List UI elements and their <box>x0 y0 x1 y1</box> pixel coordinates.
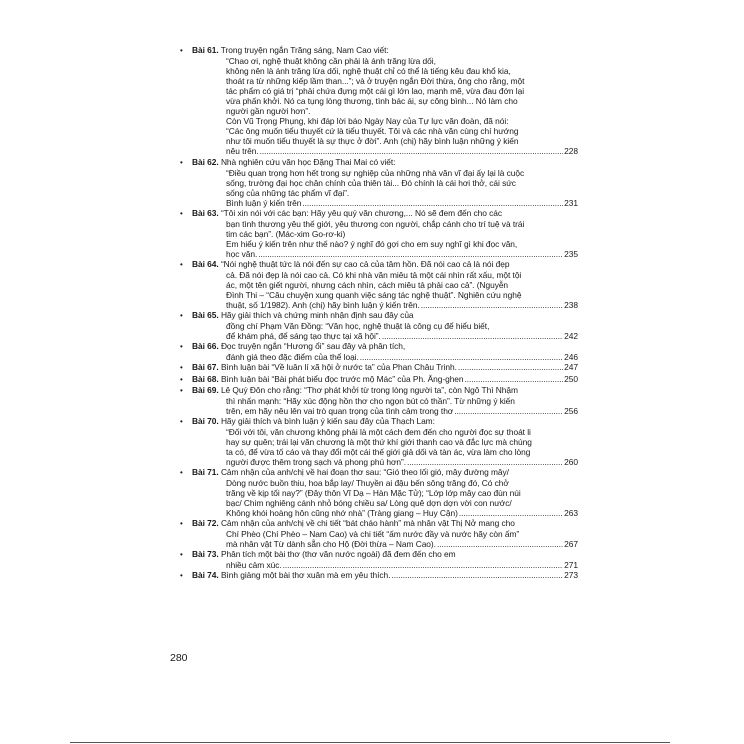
entry-text: Còn Vũ Trọng Phụng, khi đáp lời báo Ngày Nay của Tự lực văn đoàn, đã nói: <box>226 116 509 127</box>
leader-dots <box>391 570 563 580</box>
entry-heading <box>180 374 578 385</box>
entry-label: Bài 71. <box>192 466 219 477</box>
toc-entry <box>180 416 578 467</box>
leader-dots <box>437 539 563 549</box>
entry-text: trên, em hãy nêu lên vai trò quan trọng của tình cảm trong thơ <box>226 405 454 416</box>
entry-text: người gần người hơn”. <box>226 106 311 117</box>
entry-title: Phân tích một bài thơ (thơ văn nước ngoài) đã đem đến cho em <box>220 549 456 560</box>
toc-entry <box>180 362 578 373</box>
entry-text: ác, một tên giết người, nhưng cách nhìn, cách miêu tả phải cao cả”. (Nguyễn <box>226 280 509 291</box>
toc-entry <box>180 385 578 416</box>
entry-text: mà nhân vật Từ dành sẵn cho Hộ (Đời thừa – Nam Cao). <box>226 539 436 550</box>
entry-text: vừa phấn khởi. Nó ca tụng lòng thương, tình bác ái, sự công bình... Nó làm cho <box>226 96 518 107</box>
bullet-icon: • <box>180 311 183 321</box>
bullet-icon: • <box>180 46 183 55</box>
toc-entry <box>180 208 578 259</box>
toc-entry <box>180 157 578 208</box>
entry-label: Bài 69. <box>192 384 219 395</box>
leader-dots <box>458 362 563 372</box>
entry-text: học văn. <box>226 248 258 259</box>
entry-line <box>180 406 578 416</box>
entry-label: Bài 66. <box>192 341 219 352</box>
leader-dots <box>382 331 563 341</box>
leader-dots <box>454 406 563 416</box>
entry-text: đánh giá theo đặc điểm của thể loại. <box>226 352 359 363</box>
entry-line <box>180 146 578 156</box>
entry-heading <box>180 341 578 352</box>
entry-page-number: 250 <box>564 373 578 384</box>
entry-text: hay sự quên; trái lại văn chương là một thứ khí giới thanh cao và đắc lực mà chúng <box>226 436 532 447</box>
entry-heading <box>180 549 578 560</box>
entry-text: sống của những tác phẩm vĩ đại”. <box>226 187 350 198</box>
entry-page-number: 271 <box>564 560 578 571</box>
toc-entry <box>180 518 578 549</box>
leader-dots <box>283 560 564 570</box>
entry-line <box>180 331 578 341</box>
entry-text: tim các bạn”. (Mác-xim Go-rơ-ki) <box>226 228 346 239</box>
entry-text: ta có, để vừa tố cáo và thay đổi một cái thế giới giả dối và tàn ác, vừa làm cho lòng <box>226 446 531 457</box>
entry-title: “Nói nghệ thuật tức là nói đến sự cao cả của tâm hồn. Đã nói cao cả là nói đẹp <box>220 258 510 269</box>
table-of-contents <box>180 45 578 581</box>
bullet-icon: • <box>180 519 183 529</box>
entry-page-number: 246 <box>564 352 578 363</box>
leader-dots <box>421 300 563 310</box>
toc-entry <box>180 310 578 341</box>
entry-text: Chí Phèo (Chí Phèo – Nam Cao) và chi tiết “ấm nước đầy và nước hãy còn ấm” <box>226 529 520 540</box>
page-number: 280 <box>170 652 188 664</box>
entry-page-number: 247 <box>564 362 578 373</box>
entry-page-number: 238 <box>564 300 578 311</box>
entry-text: sống, trường đại học chân chính của thiên tài... Đó chính là cái hơi thở, cái sức <box>226 177 516 188</box>
entry-title: Cảm nhận của anh/chị về chi tiết “bát cháo hành” mà nhân vật Thị Nở mang cho <box>220 518 515 529</box>
leader-dots <box>302 198 563 208</box>
bullet-icon: • <box>180 550 183 560</box>
entry-page-number: 235 <box>564 248 578 259</box>
leader-dots <box>465 374 564 384</box>
entry-label: Bài 70. <box>192 415 219 426</box>
entry-page-number: 228 <box>564 146 578 157</box>
entry-text: bạn tình thương yêu thế giới, yêu thương con người, chắp cánh cho trí tuệ và trái <box>226 218 525 229</box>
toc-entry <box>180 259 578 310</box>
entry-heading <box>180 208 578 219</box>
entry-label: Bài 65. <box>192 310 219 321</box>
entry-title: Hãy giải thích và bình luận ý kiến sau đây của Thạch Lam: <box>220 415 435 426</box>
entry-text: bạc/ Chim nghiêng cánh nhỏ bóng chiều sa/ Lòng quê dợn dợn vời con nước/ <box>226 498 512 509</box>
entry-text: tác phẩm có giá trị “phải chứa đựng một cái gì lớn lao, mạnh mẽ, vừa đau đớn lại <box>226 86 525 97</box>
entry-text: Bình luận ý kiến trên <box>226 197 302 208</box>
entry-title: Lê Quý Đôn cho rằng: “Thơ phát khởi từ trong lòng người ta”, còn Ngô Thì Nhậm <box>220 384 518 395</box>
entry-line <box>180 508 578 518</box>
toc-entry <box>180 341 578 362</box>
entry-title: Trong truyện ngắn Trăng sáng, Nam Cao viết: <box>220 45 389 55</box>
entry-title: Đọc truyện ngắn “Hương ổi” sau đây và phân tích, <box>220 341 406 352</box>
entry-text: Dòng nước buồn thiu, hoa bắp lay/ Thuyền ai đậu bến sông trăng đó, Có chở <box>226 477 509 488</box>
entry-page-number: 260 <box>564 456 578 467</box>
entry-title: Bình luận bài “Bài phát biểu đọc trước mộ Mác” của Ph. Ăng-ghen <box>220 373 464 384</box>
entry-title: Cảm nhận của anh/chị về hai đoạn thơ sau: “Gió theo lối gió, mây đường mây/ <box>220 466 509 477</box>
entry-text: không nên là ánh trăng lừa dối, nghệ thuật chỉ có thể là tiếng kêu đau khổ kia, <box>226 66 511 77</box>
entry-label: Bài 64. <box>192 258 219 269</box>
bullet-icon: • <box>180 342 183 352</box>
entry-title: “Tôi xin nói với các bạn: Hãy yêu quý văn chương,... Nó sẽ đem đến cho các <box>220 207 502 218</box>
entry-heading <box>180 416 578 427</box>
entry-text: thuật, số 1/1982). Anh (chị) hãy bình luận ý kiến trên. <box>226 300 420 311</box>
entry-label: Bài 73. <box>192 549 219 560</box>
entry-text: thì nhấn mạnh: “Hãy xúc động hồn thơ cho ngọn bút có thần”. Từ những ý kiến <box>226 395 515 406</box>
entry-page-number: 267 <box>564 539 578 550</box>
entry-text: “Chao ơi, nghệ thuật không cần phải là ánh trăng lừa dối, <box>226 56 436 67</box>
entry-text: cả. Đã nói đẹp là nói cao cả. Có khi nhà văn miêu tả một cái nhìn rất xấu, một tội <box>226 270 522 281</box>
toc-entry <box>180 570 578 581</box>
entry-line <box>180 352 578 362</box>
entry-heading <box>180 45 578 56</box>
entry-text: nhiều cảm xúc. <box>226 560 282 571</box>
leader-dots <box>260 146 564 156</box>
entry-text: như tôi muốn tiểu thuyết là sự thực ở đời”. Anh (chị) hãy bình luận những ý kiến <box>226 136 519 147</box>
entry-text: để khám phá, để sáng tạo thực tại xã hội”. <box>226 331 381 342</box>
entry-heading <box>180 310 578 321</box>
entry-title: Bình luận bài “Về luân lí xã hội ở nước ta” của Phan Châu Trinh. <box>220 362 457 373</box>
entry-label: Bài 62. <box>192 156 219 167</box>
entry-line <box>180 457 578 467</box>
entry-label: Bài 63. <box>192 207 219 218</box>
entry-page-number: 263 <box>564 508 578 519</box>
toc-entry <box>180 374 578 385</box>
entry-heading <box>180 570 578 581</box>
leader-dots <box>459 508 563 518</box>
bullet-icon: • <box>180 571 183 581</box>
toc-entry <box>180 549 578 570</box>
entry-heading <box>180 362 578 373</box>
entry-page-number: 273 <box>564 570 578 581</box>
entry-label: Bài 61. <box>192 45 219 55</box>
bullet-icon: • <box>180 374 183 384</box>
entry-title: Hãy giải thích và chứng minh nhận định sau đây của <box>220 310 414 321</box>
entry-text: Đình Thi – “Câu chuyện xung quanh việc sáng tác nghệ thuật”. Nghiên cứu nghệ <box>226 290 522 301</box>
entry-title: Bình giảng một bài thơ xuân mà em yêu thích. <box>220 570 391 581</box>
bullet-icon: • <box>180 208 183 218</box>
toc-entry <box>180 45 578 157</box>
entry-text: Em hiểu ý kiến trên như thế nào? ý nghĩ đó gợi cho em suy nghĩ gì khi đọc văn, <box>226 238 518 249</box>
entry-text: đồng chí Phạm Văn Đồng: “Văn học, nghệ thuật là công cụ để hiểu biết, <box>226 321 490 332</box>
leader-dots <box>360 352 563 362</box>
entry-label: Bài 74. <box>192 570 219 581</box>
leader-dots <box>407 457 563 467</box>
entry-text: “Điều quan trọng hơn hết trong sự nghiệp của những nhà văn vĩ đại ấy lại là cuộc <box>226 167 525 178</box>
entry-text: thoát ra từ những kiếp lầm than...”; và ở truyện ngắn Đời thừa, ông cho rằng, một <box>226 76 525 87</box>
entry-heading <box>180 467 578 478</box>
entry-text: Không khói hoàng hôn cũng nhớ nhà” (Tràng giang – Huy Cận) <box>226 508 458 519</box>
entry-text: “Đối với tôi, văn chương không phải là một cách đem đến cho người đọc sự thoát li <box>226 426 531 437</box>
entry-heading <box>180 157 578 168</box>
entry-line <box>180 249 578 259</box>
entry-heading <box>180 259 578 270</box>
bottom-rule <box>70 742 670 743</box>
bullet-icon: • <box>180 467 183 477</box>
entry-line <box>180 300 578 310</box>
bullet-icon: • <box>180 385 183 395</box>
entry-title: Nhà nghiên cứu văn học Đặng Thai Mai có viết: <box>220 156 396 167</box>
bullet-icon: • <box>180 157 183 167</box>
entry-text: nêu trên. <box>226 146 259 157</box>
bullet-icon: • <box>180 259 183 269</box>
entry-page-number: 231 <box>564 197 578 208</box>
entry-text: “Các ông muốn tiểu thuyết cứ là tiểu thuyết. Tôi và các nhà văn cùng chí hướng <box>226 126 519 137</box>
entry-text: trăng về kịp tối nay?” (Đây thôn Vĩ Dạ – Hàn Mặc Tử); “Lớp lớp mây cao đùn núi <box>226 488 521 499</box>
entry-text: người được thêm trong sạch và phong phú hơn”. <box>226 456 407 467</box>
entry-line <box>180 539 578 549</box>
entry-heading <box>180 385 578 396</box>
bullet-icon: • <box>180 363 183 373</box>
entry-page-number: 256 <box>564 405 578 416</box>
entry-page-number: 242 <box>564 331 578 342</box>
bullet-icon: • <box>180 416 183 426</box>
entry-label: Bài 72. <box>192 518 219 529</box>
entry-label: Bài 68. <box>192 373 219 384</box>
entry-line <box>180 560 578 570</box>
toc-entry <box>180 467 578 518</box>
entry-heading <box>180 518 578 529</box>
entry-line <box>180 198 578 208</box>
entry-label: Bài 67. <box>192 362 219 373</box>
leader-dots <box>258 249 563 259</box>
